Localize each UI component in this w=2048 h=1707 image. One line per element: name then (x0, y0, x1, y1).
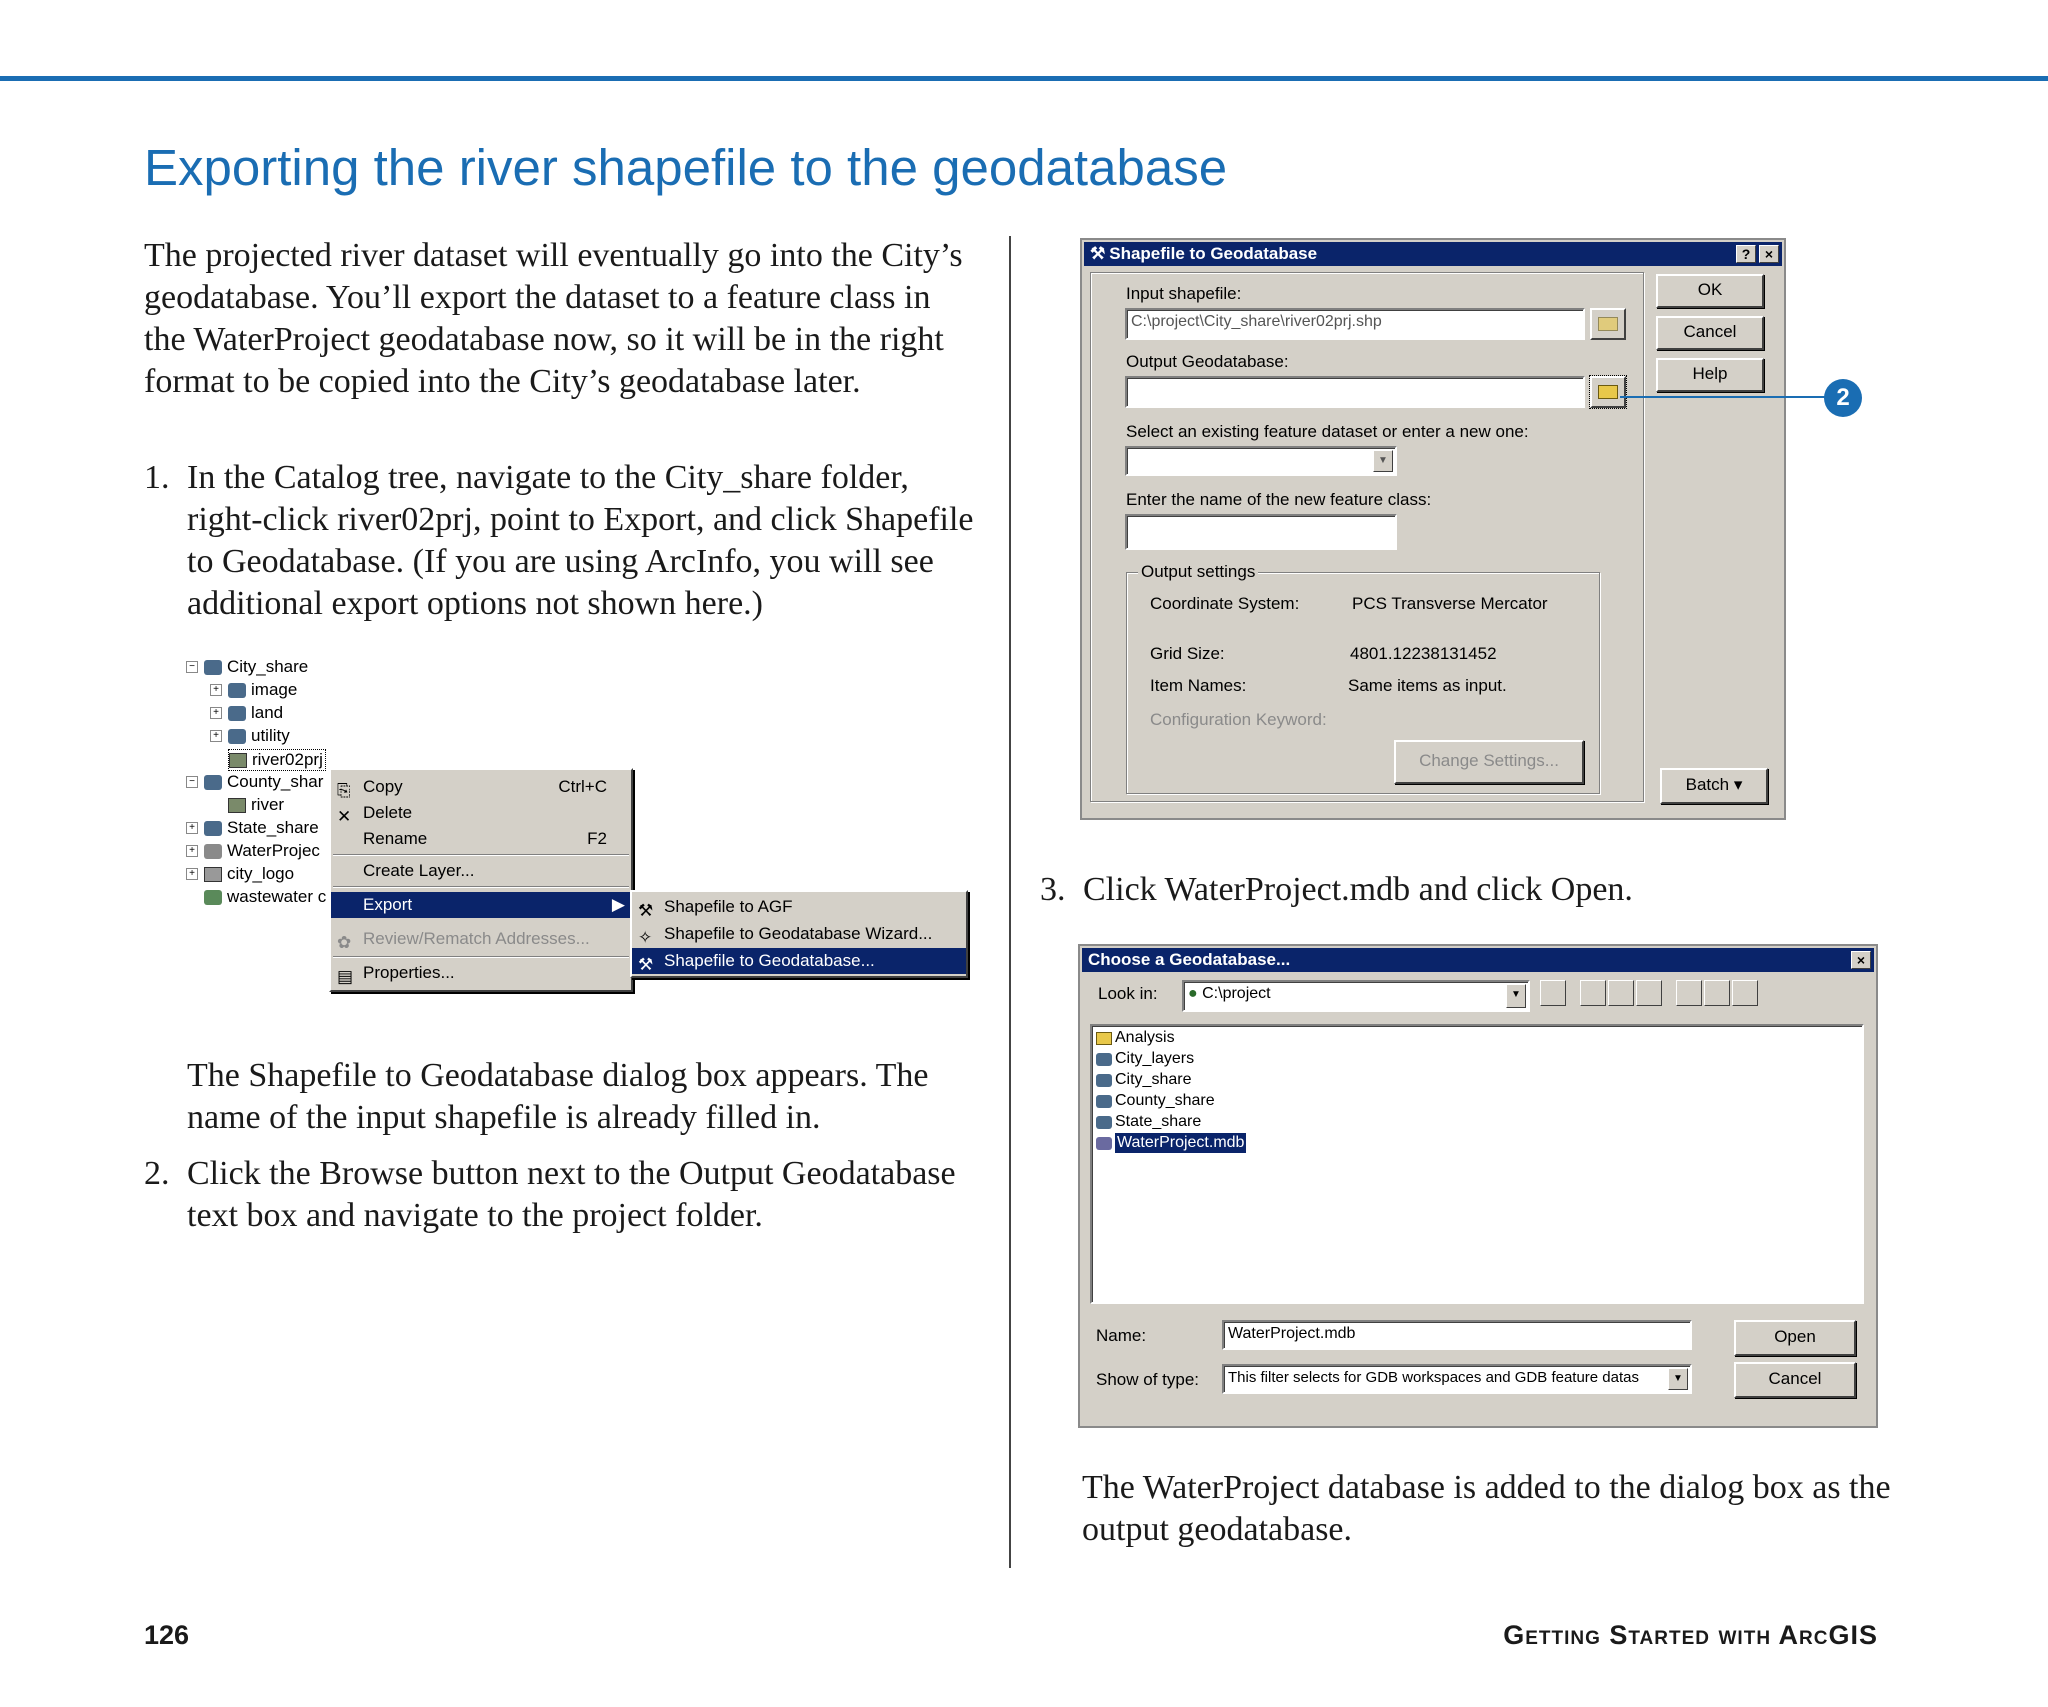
database-icon (204, 844, 222, 859)
callout-leader-line (1620, 396, 1826, 398)
list-view-icon[interactable] (1676, 980, 1702, 1006)
column-divider (1009, 236, 1011, 1568)
page-title: Exporting the river shapefile to the geodatabase (144, 139, 1228, 196)
menu-separator (333, 886, 629, 888)
menu-item-copy[interactable]: ⎘ Copy Ctrl+C (331, 774, 631, 800)
step-3-number: 3. (1040, 871, 1066, 908)
step-2 (144, 1153, 994, 1243)
step-1-text: In the Catalog tree, navigate to the City_share folder, right-click river02prj, point to Export, and click Shapefile to Geodatabase. (If you are using ArcInfo, you will see additional export options not shown here.) (187, 459, 974, 622)
coordinate-system-label: Coordinate System: (1150, 594, 1300, 613)
tree-node-state-share[interactable]: + State_share (186, 818, 319, 838)
help-button[interactable]: Help (1656, 358, 1764, 392)
name-label: Name: (1096, 1326, 1147, 1345)
list-item-city-share[interactable]: City_share (1096, 1070, 1191, 1090)
coordinate-system-value: PCS Transverse Mercator (1352, 594, 1548, 613)
database-icon (1096, 1137, 1112, 1150)
export-submenu (630, 890, 968, 978)
menu-item-properties[interactable]: ▤ Properties... (331, 960, 631, 986)
step-1 (144, 457, 994, 637)
copy-icon: ⎘ (337, 781, 351, 800)
menu-item-review-rematch: ✿ Review/Rematch Addresses... (331, 926, 631, 952)
step-3-text: Click WaterProject.mdb and click Open. (1083, 871, 1633, 908)
thumbnails-view-icon[interactable] (1732, 980, 1758, 1006)
running-footer: Getting Started with ArcGIS (1503, 1620, 1878, 1650)
show-of-type-combo[interactable]: This filter selects for GDB workspaces and GDB feature datas ▼ (1222, 1364, 1692, 1394)
callout-number-2: 2 (1824, 379, 1862, 417)
open-folder-icon (1598, 385, 1618, 399)
folder-icon (1096, 1074, 1112, 1087)
folder-icon (204, 775, 222, 790)
tool-icon: ⚒ (638, 901, 654, 920)
tree-node-city-logo[interactable]: + city_logo (186, 864, 294, 884)
geodatabase-folder-icon (204, 660, 222, 675)
folder-icon (228, 706, 246, 721)
item-names-label: Item Names: (1150, 676, 1247, 695)
shapefile-icon (228, 798, 246, 813)
details-view-icon[interactable] (1704, 980, 1730, 1006)
output-geodatabase-label: Output Geodatabase: (1126, 352, 1289, 371)
delete-icon: ✕ (337, 807, 352, 826)
tree-node-river[interactable]: river (228, 795, 284, 815)
list-item-city-layers[interactable]: City_layers (1096, 1049, 1194, 1069)
step-1-number: 1. (144, 459, 170, 496)
step-3 (1040, 869, 1940, 913)
tree-node-county-share[interactable]: − County_shar (186, 772, 323, 792)
input-browse-button[interactable] (1590, 308, 1626, 340)
after-choose-paragraph: The WaterProject database is added to the dialog box as the output geodatabase. (1082, 1469, 1891, 1548)
menu-item-delete[interactable]: ✕ Delete (331, 800, 631, 826)
name-field[interactable]: WaterProject.mdb (1222, 1320, 1692, 1350)
tree-node-city-share[interactable]: − City_share (186, 657, 308, 677)
item-names-value: Same items as input. (1348, 676, 1507, 695)
list-item-waterproject-mdb[interactable]: WaterProject.mdb (1096, 1133, 1246, 1153)
submenu-item-shapefile-to-gdb-wizard[interactable]: ✧ Shapefile to Geodatabase Wizard... (632, 921, 966, 947)
output-settings-label: Output settings (1138, 562, 1258, 582)
choose-geodatabase-dialog (1078, 944, 1878, 1428)
close-icon[interactable]: × (1851, 951, 1871, 969)
open-folder-icon (1598, 317, 1618, 331)
folder-icon (1096, 1032, 1112, 1045)
menu-item-export[interactable]: Export ▶ (331, 892, 631, 918)
folder-icon (1096, 1053, 1112, 1066)
folder-icon (1096, 1116, 1112, 1129)
look-in-combo[interactable]: ● C:\project ▼ (1182, 980, 1530, 1012)
dialog-titlebar (1082, 948, 1874, 972)
look-in-label: Look in: (1098, 984, 1158, 1003)
chevron-down-icon[interactable]: ▼ (1506, 984, 1526, 1008)
feature-dataset-combo[interactable] (1125, 446, 1397, 476)
tool-icon: ⚒ (1090, 244, 1106, 263)
connect-folder-icon[interactable] (1580, 980, 1606, 1006)
step-2-number: 2. (144, 1155, 170, 1192)
intro-paragraph: The projected river dataset will eventually go into the City’s geodatabase. You’ll export the dataset to a feature class in the WaterProject geodatabase now, so it will be in the right format to be copied into the City’s geodatabase later. (144, 237, 963, 400)
cancel-button[interactable]: Cancel (1656, 316, 1764, 350)
properties-icon: ▤ (337, 967, 354, 986)
feature-class-label: Enter the name of the new feature class: (1126, 490, 1432, 509)
dialog-title: Choose a Geodatabase... (1088, 950, 1291, 969)
disconnect-folder-icon[interactable] (1608, 980, 1634, 1006)
dialog-titlebar (1084, 242, 1782, 266)
new-folder-icon[interactable] (1636, 980, 1662, 1006)
geocode-icon: ✿ (337, 933, 352, 952)
submenu-arrow-icon: ▶ (611, 895, 625, 914)
raster-icon (204, 867, 222, 882)
menu-separator (333, 956, 629, 958)
top-rule (0, 76, 2048, 81)
help-icon[interactable]: ? (1736, 245, 1756, 263)
ok-button[interactable]: OK (1656, 274, 1764, 308)
geodatabase-list[interactable] (1090, 1024, 1864, 1304)
grid-size-label: Grid Size: (1150, 644, 1225, 663)
configuration-keyword-label: Configuration Keyword: (1150, 710, 1327, 729)
tree-node-image[interactable]: + image (210, 680, 297, 700)
batch-button[interactable]: Batch ▾ (1660, 768, 1768, 804)
chevron-down-icon[interactable]: ▼ (1373, 450, 1393, 472)
folder-icon (1096, 1095, 1112, 1108)
shapefile-to-geodatabase-dialog (1080, 238, 1786, 820)
show-of-type-label: Show of type: (1096, 1370, 1200, 1389)
tree-node-river02prj[interactable]: river02prj (228, 749, 326, 771)
tree-node-land[interactable]: + land (210, 703, 283, 723)
page-number: 126 (144, 1620, 190, 1650)
feature-dataset-label: Select an existing feature dataset or enter a new one: (1126, 422, 1529, 441)
close-icon[interactable]: × (1759, 245, 1779, 263)
folder-icon (228, 683, 246, 698)
list-item-state-share[interactable]: State_share (1096, 1112, 1201, 1132)
grid-size-value: 4801.12238131452 (1350, 644, 1497, 663)
input-shapefile-label: Input shapefile: (1126, 284, 1242, 303)
menu-separator (333, 854, 629, 856)
step-2-text: Click the Browse button next to the Output Geodatabase text box and navigate to the project folder. (187, 1155, 956, 1234)
shapefile-icon (229, 753, 247, 768)
feature-class-field[interactable] (1125, 514, 1397, 550)
output-geodatabase-field[interactable] (1125, 376, 1585, 408)
submenu-item-shapefile-to-agf[interactable]: ⚒ Shapefile to AGF (632, 894, 966, 920)
list-item-analysis[interactable]: Analysis (1096, 1028, 1175, 1048)
folder-icon (204, 821, 222, 836)
tool-icon: ⚒ (638, 955, 654, 974)
tree-node-waterproject[interactable]: + WaterProjec (186, 841, 320, 861)
wizard-icon: ✧ (638, 928, 653, 947)
after-menu-paragraph: The Shapefile to Geodatabase dialog box appears. The name of the input shapefile is already filled in. (187, 1057, 929, 1136)
chevron-down-icon[interactable]: ▼ (1668, 1368, 1688, 1390)
folder-icon (228, 729, 246, 744)
globe-icon: ● (1188, 985, 1198, 1002)
dialog-title: Shapefile to Geodatabase (1109, 244, 1318, 263)
input-shapefile-field[interactable]: C:\project\City_share\river02prj.shp (1125, 308, 1585, 340)
submenu-item-shapefile-to-gdb[interactable]: ⚒ Shapefile to Geodatabase... (632, 948, 966, 974)
context-menu (329, 768, 633, 992)
menu-item-rename[interactable]: Rename F2 (363, 829, 607, 848)
list-item-county-share[interactable]: County_share (1096, 1091, 1215, 1111)
output-browse-button[interactable] (1590, 376, 1626, 408)
open-button[interactable]: Open (1734, 1320, 1856, 1356)
up-one-level-icon[interactable] (1540, 980, 1566, 1006)
coverage-icon (204, 890, 222, 905)
menu-item-create-layer[interactable]: Create Layer... (363, 861, 475, 880)
tree-node-wastewater[interactable]: wastewater c (204, 887, 326, 907)
tree-node-utility[interactable]: + utility (210, 726, 290, 746)
change-settings-button: Change Settings... (1394, 740, 1584, 784)
cancel-button[interactable]: Cancel (1734, 1362, 1856, 1398)
